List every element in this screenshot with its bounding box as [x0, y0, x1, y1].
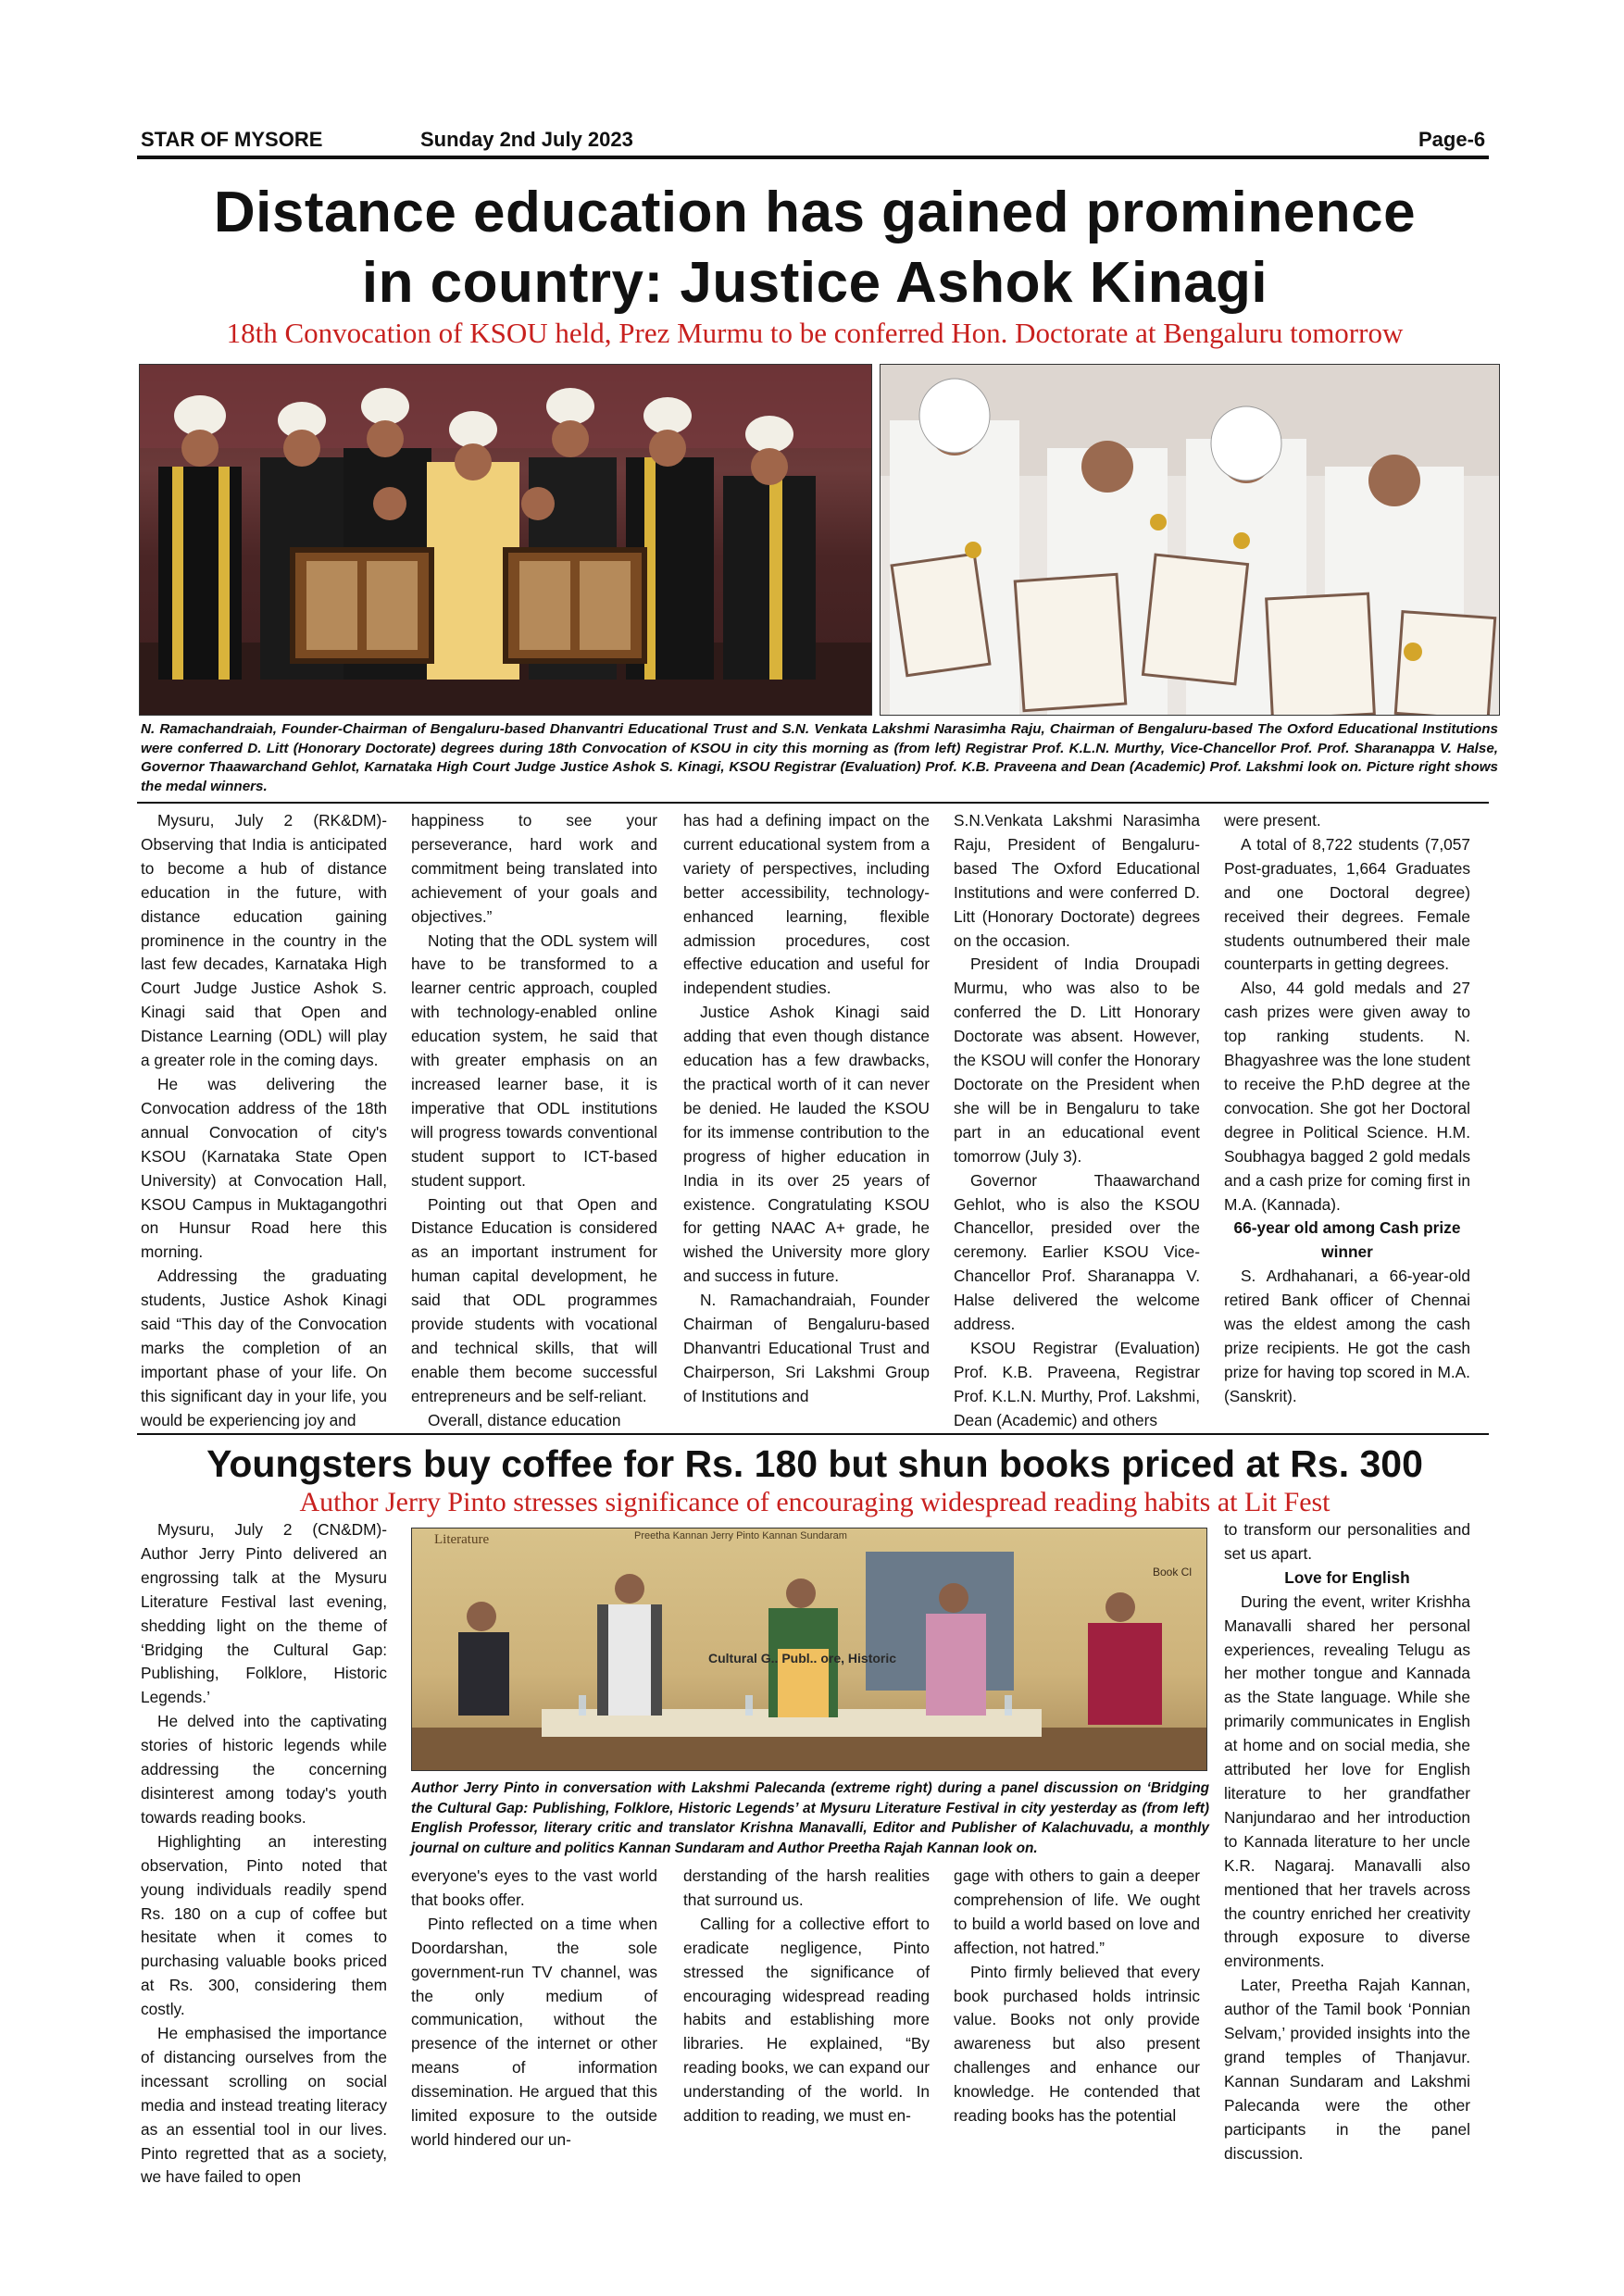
story2-col5-para: During the event, writer Krishha Manavalli shared her personal experiences, revealing Telugu as her mother tongue and Kannada as the State language. While she primarily communicates in English at home and on social media, she attributed her love for English literature to her grandfather Nanjundarao and her introduction to Kannada literature to her uncle K.R. Nagaraj. Manavalli also mentioned that her travels across the country enriched her creativity through exposure to diverse environments.: [1224, 1591, 1470, 1971]
story2-headline: Youngsters buy coffee for Rs. 180 but shun books priced at Rs. 300: [206, 1442, 1423, 1485]
story1-headline-line1: Distance education has gained prominence: [213, 181, 1417, 244]
lit-fest-drawing: [412, 1529, 1207, 1771]
story2-col1-para: He emphasised the importance of distancing ourselves from the incessant scrolling on social media and instead treating literacy as an essential tool in our lives. Pinto regretted that as a society, we have failed to open: [141, 2024, 387, 2187]
story1-column-2: [411, 809, 657, 1433]
story-divider: [137, 1433, 1489, 1435]
story2-column-3: [683, 1865, 930, 2128]
story1-col5-para: were present.: [1224, 811, 1321, 830]
story2-caption: Author Jerry Pinto in conversation with Lakshmi Palecanda (extreme right) during a panel discussion on ‘Bridging the Cultural Gap: Publishing, Folklore, Historic Legends’ at Mysuru Literature Festival in city yesterday as (from left) English Professor, literary critic and translator Krishna Manavalli, Editor and Publisher of Kalachuvadu, a monthly journal on culture and politics Kannan Sundaram and Author Preetha Rajah Kannan look on.: [411, 1780, 1209, 1856]
masthead-rule: [137, 156, 1489, 159]
medal-winners-photo: [880, 364, 1500, 716]
photo-banner-text: Cultural G.. Publ.. ore, Historic: [708, 1651, 897, 1666]
photo-background-names: Preetha Kannan Jerry Pinto Kannan Sundaram: [634, 1530, 847, 1541]
story1-col5-para: S. Ardhahanari, a 66-year-old retired Bank officer of Chennai was the eldest among the cash prize recipients. He got the cash prize for having top scored in M.A.(Sanskrit).: [1224, 1267, 1470, 1405]
convocation-photo-drawing: [140, 365, 872, 716]
story2-col4-para: gage with others to gain a deeper comprehension of life. We ought to build a world based on love and affection, not hatred.”: [954, 1866, 1200, 1957]
story1-col3-para: has had a defining impact on the current educational system from a variety of perspectives, including better accessibility, technology-enhanced learning, flexible admission procedures, cost effective education and useful for independent studies.: [683, 811, 930, 998]
story2-col3-para: derstanding of the harsh realities that surround us.: [683, 1866, 930, 1909]
paper-name: STAR OF MYSORE: [141, 128, 323, 151]
story2-col5-subhead: Love for English: [1284, 1567, 1410, 1587]
story2-col2-para: everyone's eyes to the vast world that books offer.: [411, 1866, 657, 1909]
story2-col5-para: Later, Preetha Rajah Kannan, author of the Tamil book ‘Ponnian Selvam,’ provided insights into the grand temples of Thanjavur. Kannan Sundaram and Lakshmi Palecanda were the other participants in the panel discussion.: [1224, 1976, 1470, 2163]
story1-col3-para: N. Ramachandraiah, Founder Chairman of Bengaluru-based Dhanvantri Educational Trust and Chairperson, Sri Lakshmi Group of Institutions and: [683, 1291, 930, 1405]
story1-column-3: [683, 809, 930, 1409]
story1-column-5: [1224, 809, 1470, 1409]
story2-column-1: [141, 1518, 387, 2190]
issue-date: Sunday 2nd July 2023: [420, 128, 633, 151]
story1-caption: N. Ramachandraiah, Founder-Chairman of Bengaluru-based Dhanvantri Educational Trust and S.N. Venkata Lakshmi Narasimha Raju, Chairman of Bengaluru-based The Oxford Educational Institutions were conferred D. Litt (Honorary Doctorate) degrees during 18th Convocation of KSOU in city this morning as (from left) Registrar Prof. K.L.N. Murthy, Vice-Chancellor Prof. Prof. Sharanappa V. Halse, Governor Thaawarchand Gehlot, Karnataka High Court Judge Justice Ashok S. Kinagi, KSOU Registrar (Evaluation) Prof. K.B. Praveena and Dean (Academic) Prof. Lakshmi look on. Picture right shows the medal winners.: [141, 721, 1498, 794]
story1-caption-rule: [137, 802, 1489, 804]
story2-col1-para: Mysuru, July 2 (CN&DM)- Author Jerry Pinto delivered an engrossing talk at the Mysuru Literature Festival last evening, shedding light on the theme of ‘Bridging the Cultural Gap: Publishing, Folklore, Historic Legends.’: [141, 1520, 387, 1707]
story2-col1-para: He delved into the captivating stories of historic legends while addressing the concerning disinterest among today's youth towards reading books.: [141, 1712, 387, 1827]
story1-headline: [130, 178, 1500, 318]
page-number: Page-6: [1418, 128, 1486, 151]
story1-col1-para: Addressing the graduating students, Justice Ashok Kinagi said “This day of the Convocation marks the completion of an important phase of your life. On this significant day in your life, you would be experiencing joy and: [141, 1267, 387, 1429]
story1-col5-para: A total of 8,722 students (7,057 Post-graduates, 1,664 Graduates and one Doctoral degree) received their degrees. Female students outnumbered their male counterparts in getting degrees.: [1224, 834, 1470, 974]
story1-col4-para: President of India Droupadi Murmu, who was also to be conferred the D. Litt Honorary Doctorate was absent. However, the KSOU will confer the Honorary Doctorate on the President when she will be in Bengaluru to take part in an educational event tomorrow (July 3).: [954, 955, 1200, 1166]
story1-column-4: [954, 809, 1200, 1433]
story1-col2-para: Noting that the ODL system will have to be transformed to a learner centric approach, coupled with technology-enabled online education system, he said that with greater emphasis on an increased learner base, it is imperative that ODL institutions will progress towards conventional student support to ICT-based student support.: [411, 930, 657, 1190]
story1-col4-para: S.N.Venkata Lakshmi Narasimha Raju, President of Bengaluru-based The Oxford Educational Institutions and were conferred D. Litt (Honorary Doctorate) degrees on the occasion.: [954, 811, 1200, 950]
story2-col4-para: Pinto firmly believed that every book purchased holds intrinsic value. Books not only provide awareness but also present challenges and enhance our knowledge. He contended that reading books has the potential: [954, 1962, 1200, 2126]
convocation-photo: [139, 364, 872, 716]
story2-col5-para: to transform our personalities and set us apart.: [1224, 1520, 1470, 1563]
story2-column-2: [411, 1865, 657, 2152]
story2-col2-para: Pinto reflected on a time when Doordarshan, the sole government-run TV channel, was the only medium of communication, without the presence of the internet or other means of information dissemination. He argued that this limited exposure to the outside world hindered our un-: [411, 1914, 657, 2149]
stage-sign: Literature: [434, 1532, 490, 1547]
story1-col3-para: Justice Ashok Kinagi said adding that even though distance education has a few drawbacks, the practical worth of it can never be denied. He lauded the KSOU for its immense contribution to the progress of higher education in India in its over 25 years of existence. Congratulating KSOU for getting NAAC A+ grade, he wished the University more glory and success in future.: [683, 1003, 930, 1286]
story1-col5-subhead: 66-year old among Cash prize winner: [1233, 1218, 1461, 1262]
story1-col1-para: Mysuru, July 2 (RK&DM)- Observing that India is anticipated to become a hub of distance education in the future, with distance education gaining prominence in the country in the last few decades, Karnataka High Court Judge Justice Ashok S. Kinagi said that Open and Distance Learning (ODL) will play a greater role in the coming days.: [141, 811, 387, 1070]
story1-col4-para: KSOU Registrar (Evaluation) Prof. K.B. Praveena, Registrar Prof. K.L.N. Murthy, Prof. Lakshmi, Dean (Academic) and others: [954, 1338, 1200, 1429]
story1-col2-para: Pointing out that Open and Distance Education is considered as an important instrument for human capital development, he said that ODL programmes provide students with vocational and technical skills, that will enable them become successful entrepreneurs and be self-reliant.: [411, 1194, 657, 1405]
story1-col5-para: Also, 44 gold medals and 27 cash prizes were given away to top ranking students. N. Bhagyashree was the lone student to receive the P.hD degree at the convocation. She got her Doctoral degree in Political Science. H.M. Soubhagya bagged 2 gold medals and a cash prize for coming first in M.A. (Kannada).: [1224, 979, 1470, 1214]
story1-headline-line2: in country: Justice Ashok Kinagi: [361, 251, 1268, 315]
story1-col1-para: He was delivering the Convocation address of the 18th annual Convocation of city's KSOU (Karnataka State Open University) at Convocation Hall, KSOU Campus in Muktagangothri on Hunsur Road here this morning.: [141, 1074, 387, 1262]
story2-column-4: [954, 1865, 1200, 2128]
story1-col4-para: Governor Thaawarchand Gehlot, who is also the KSOU Chancellor, presided over the ceremony. Earlier KSOU Vice-Chancellor Prof. Sharanappa V. Halse delivered the welcome address.: [954, 1170, 1200, 1334]
story1-subhead: 18th Convocation of KSOU held, Prez Murmu to be conferred Hon. Doctorate at Bengaluru tomorrow: [226, 317, 1404, 349]
medal-winners-drawing: [881, 365, 1500, 716]
story2-column-5: [1224, 1518, 1470, 2165]
story2-subhead: Author Jerry Pinto stresses significance of encouraging widespread reading habits at Lit Fest: [299, 1487, 1330, 1517]
story2-col3-para: Calling for a collective effort to eradicate negligence, Pinto stressed the significance of encouraging widespread reading habits and establishing more libraries. He explained, “By reading books, we can expand our understanding of the world. In addition to reading, we must en-: [683, 1914, 930, 2126]
story1-col2-para: happiness to see your perseverance, hard work and commitment being translated into achievement of your goals and objectives.”: [411, 811, 657, 926]
story1-col2-para: Overall, distance education: [428, 1410, 621, 1429]
story1-column-1: [141, 809, 387, 1433]
story2-col1-para: Highlighting an interesting observation, Pinto noted that young individuals readily spend Rs. 180 on a cup of coffee but hesitate when it comes to purchasing valuable books priced at Rs. 300, considering them costly.: [141, 1831, 387, 2019]
lit-fest-photo: [411, 1528, 1207, 1771]
photo-book-club: Book Cl: [1153, 1566, 1193, 1578]
